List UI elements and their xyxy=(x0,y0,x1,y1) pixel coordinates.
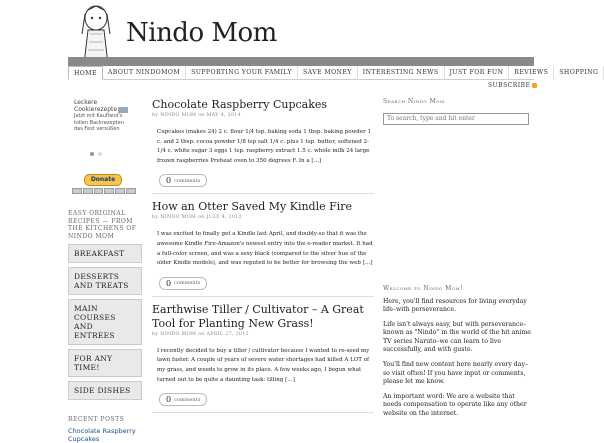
post-author[interactable]: NINDO MOM xyxy=(160,113,197,118)
comment-label: comments xyxy=(174,177,201,184)
ad-pager xyxy=(90,152,142,156)
post-author[interactable]: NINDO MOM xyxy=(160,331,197,337)
main-content xyxy=(152,92,374,419)
category-side-dishes[interactable]: SIDE DISHES xyxy=(68,381,142,400)
post xyxy=(152,303,374,413)
comments-link[interactable] xyxy=(159,277,207,290)
site-title[interactable]: Nindo Mom xyxy=(126,18,277,48)
post-title[interactable]: Earthwise Tiller / Cultivator – A Great Tool for Planting New Grass! xyxy=(152,302,364,330)
category-breakfast[interactable]: BREAKFAST xyxy=(68,244,142,263)
nav-save-money[interactable]: SAVE MONEY xyxy=(298,66,358,80)
ad-dot-active[interactable] xyxy=(90,152,94,156)
nav-about[interactable]: ABOUT NINDOMOM xyxy=(103,66,186,80)
card-icon xyxy=(72,188,82,194)
search-label: Search Nindo Mom xyxy=(383,98,445,105)
welcome-paragraph: An important word: We are a website that needs compensation to operate like any other website on the internet. xyxy=(383,392,527,418)
comments-link[interactable] xyxy=(159,393,207,406)
post-excerpt: Cupcakes (makes 24) 2 c. flour 1/4 tsp. baking soda 1 tbsp. baking powder 1 c. and 2 tbsp. cocoa powder 1/8 tsp salt 1/4 c. plus 1 tsp. butter, softened 2-1/4 c. white sugar 3 eggs 1 tsp. raspberry extract 1.5 c. whole milk 24 large frozen raspberries Preheat oven to 350 degrees F. In a […] xyxy=(157,129,371,164)
comment-count: 0 xyxy=(166,395,172,405)
card-icon xyxy=(83,188,93,194)
post-title[interactable]: How an Otter Saved My Kindle Fire xyxy=(152,200,353,214)
comment-label: comments xyxy=(174,396,201,403)
main-nav xyxy=(68,66,599,80)
recipes-heading: EASY ORIGINAL RECIPES — FROM THE KITCHENS OF NINDO MOM xyxy=(68,210,137,240)
comment-count: 0 xyxy=(166,176,172,186)
post-author[interactable]: NINDO MOM xyxy=(160,215,197,221)
post-on: on xyxy=(198,113,205,118)
ad-choices-icon[interactable] xyxy=(118,107,128,113)
post xyxy=(152,98,374,194)
subscribe-link[interactable] xyxy=(488,82,537,89)
nav-interesting-news[interactable]: INTERESTING NEWS xyxy=(358,66,445,80)
welcome-widget xyxy=(383,285,533,419)
welcome-paragraph: Life isn't always easy, but with perseverance–known as "Nindo" in the world of the hit anime TV series Naruto–we can learn to live successfully, and with gusto. xyxy=(383,320,531,354)
card-icon xyxy=(126,188,136,194)
post-by: by xyxy=(152,113,159,118)
recent-post-link[interactable]: Chocolate Raspberry Cupcakes xyxy=(68,427,136,443)
welcome-paragraph: You'll find new content here nearly every day–so visit often! If you have input or comments, please let me know. xyxy=(383,361,529,386)
post-on: on xyxy=(198,331,205,337)
card-icon xyxy=(94,188,104,194)
subscribe-label: SUBSCRIBE xyxy=(488,82,531,89)
nav-supporting-family[interactable]: SUPPORTING YOUR FAMILY xyxy=(186,66,298,80)
search-input[interactable] xyxy=(383,113,529,125)
donate-widget xyxy=(72,174,136,194)
site-header xyxy=(0,0,600,66)
donate-button[interactable]: Donate xyxy=(84,174,122,186)
ad-body: Jetzt mit Kaufland's tollen Backrezepten das Fest versüßen xyxy=(74,113,124,132)
left-sidebar xyxy=(68,92,142,443)
post-on: on xyxy=(198,215,205,221)
welcome-paragraph: Here, you'll find resources for living everyday life–with perseverance. xyxy=(383,297,527,314)
nav-just-for-fun[interactable]: JUST FOR FUN xyxy=(445,66,510,80)
post-by: by xyxy=(152,215,159,221)
right-sidebar xyxy=(383,92,533,419)
rss-icon xyxy=(532,83,537,88)
nav-shopping[interactable]: SHOPPING xyxy=(554,66,604,80)
post-date: APRIL 27, 2012 xyxy=(206,331,249,337)
card-icon xyxy=(104,188,114,194)
category-desserts[interactable]: DESSERTS AND TREATS xyxy=(68,267,142,295)
post-date: JULY 4, 2012 xyxy=(206,215,242,221)
post-meta xyxy=(152,113,374,118)
post-date: MAY 4, 2014 xyxy=(206,113,241,118)
nav-home[interactable]: HOME xyxy=(68,66,103,80)
card-icon xyxy=(115,188,125,194)
post-meta xyxy=(152,332,374,337)
payment-cards xyxy=(72,188,136,194)
post-title[interactable]: Chocolate Raspberry Cupcakes xyxy=(152,98,328,111)
ad-text xyxy=(74,100,128,133)
nav-reviews[interactable]: REVIEWS xyxy=(509,66,554,80)
ad-title: Leckere Cookierezepte xyxy=(74,99,118,113)
post-excerpt: I recently decided to buy a tiller / cultivator because I wanted to re-seed my lawn faster. A couple of years of severe water shortages had killed A LOT of my grass, and weeds to grow in its place. A few weeks ago, I begun what turned out to be quite a daunting task: tilling […] xyxy=(157,347,370,383)
ad-banner[interactable] xyxy=(70,100,128,148)
comment-count: 0 xyxy=(166,278,172,288)
post-excerpt: I was excited to finally get a Kindle last April, and doubly-so that it was the awesome Kindle Fire-Amazon's newest entry into the e-reader market. It had a full-color screen, and was a sexy black (compared to the silver hue of the older Kindle models), and was reputed to be better for browsing the web […] xyxy=(157,231,373,267)
header-bar xyxy=(68,57,534,66)
comments-link[interactable] xyxy=(159,174,207,187)
ad-dot[interactable] xyxy=(98,152,102,156)
post-by: by xyxy=(152,331,159,337)
comment-label: comments xyxy=(174,280,201,287)
post-meta xyxy=(152,215,374,220)
welcome-heading: Welcome to Nindo Mom! xyxy=(383,284,464,292)
category-any-time[interactable]: FOR ANY TIME! xyxy=(68,349,142,377)
post xyxy=(152,200,374,296)
recent-posts-heading: RECENT POSTS xyxy=(68,416,125,423)
category-main-courses[interactable]: MAIN COURSES AND ENTREES xyxy=(68,299,142,345)
